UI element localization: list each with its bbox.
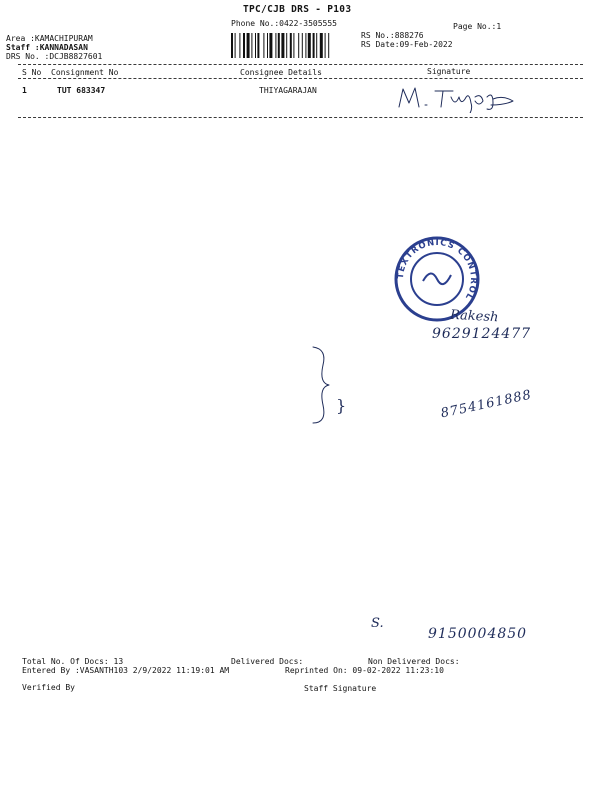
- area-field: Area :KAMACHIPURAM: [6, 34, 93, 43]
- phone-number: Phone No.:0422-3505555: [231, 19, 337, 28]
- row-consignment: TUT 683347: [57, 86, 106, 95]
- legend-brace-mark: }: [336, 396, 347, 415]
- handwritten-initial: S.: [371, 616, 384, 631]
- page-number: Page No.:1: [453, 22, 502, 31]
- handwritten-phone-legend: 8754161888: [439, 387, 534, 422]
- col-consignee: Consignee Details: [240, 68, 322, 77]
- drs-number: DRS No. :DCJB8827601: [6, 52, 103, 61]
- staff-field: Staff :KANNADASAN: [6, 43, 88, 52]
- total-docs: Total No. Of Docs: 13: [22, 657, 124, 666]
- stamp-ring-text: TEXTRONICS CONTROL: [395, 237, 479, 302]
- document-title: TPC/CJB DRS - P103: [243, 4, 352, 15]
- row-sno: 1: [22, 86, 27, 95]
- rs-number: RS No.:888276: [361, 31, 424, 40]
- handwritten-phone-sakthi: 9150004850: [428, 626, 528, 642]
- col-consignment: Consignment No: [51, 68, 119, 77]
- col-signature: Signature: [427, 67, 471, 76]
- barcode: [231, 33, 355, 58]
- col-sno: S No: [22, 68, 42, 77]
- separator: [18, 78, 583, 79]
- staff-signature: Staff Signature: [304, 684, 377, 693]
- rs-date: RS Date:09-Feb-2022: [361, 40, 453, 49]
- verified-by: Verified By: [22, 683, 75, 692]
- row-consignee: THIYAGARAJAN: [259, 86, 317, 95]
- handwritten-phone-dinesh: 9629124477: [432, 326, 532, 342]
- delivered-docs: Delivered Docs:: [231, 657, 304, 666]
- handwritten-name-note: Rakesh: [449, 307, 499, 326]
- separator: [18, 64, 583, 65]
- non-delivered-docs: Non Delivered Docs:: [368, 657, 460, 666]
- entered-by: Entered By :VASANTH103 2/9/2022 11:19:01 AM: [22, 666, 230, 675]
- svg-text:TEXTRONICS CONTROL: [396, 238, 478, 302]
- separator: [18, 117, 583, 118]
- signature-1: [395, 83, 525, 113]
- legend-brace-handwritten: [305, 345, 333, 425]
- reprinted-on: Reprinted On: 09-02-2022 11:23:10: [285, 666, 444, 675]
